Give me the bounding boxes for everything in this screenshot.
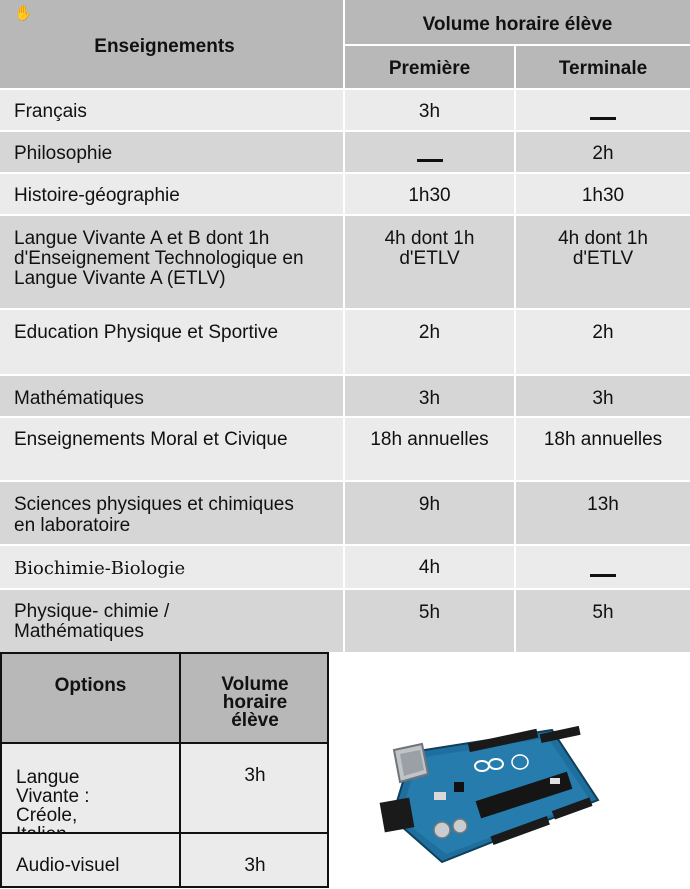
table-row — [0, 174, 690, 214]
row-subject: Langue Vivante A et B dont 1h d'Enseignement Technologique en Langue Vivante A (ETLV) — [14, 228, 304, 289]
table-row — [0, 216, 690, 308]
row-subject: Biochimie-Biologie — [14, 558, 186, 579]
table-row — [0, 310, 690, 374]
row-option: Audio-visuel — [2, 834, 181, 886]
options-table — [0, 652, 329, 888]
table-header — [0, 0, 690, 88]
dash-empty — [516, 90, 690, 130]
header-options: Options — [2, 654, 181, 742]
options-header — [2, 654, 327, 744]
row-premiere: 3h — [418, 101, 441, 122]
header-premiere: Première — [388, 58, 471, 79]
table-row — [0, 90, 690, 130]
row-premiere: 9h — [418, 494, 441, 515]
arduino-board-photo — [372, 722, 602, 870]
table-row — [0, 418, 690, 480]
row-terminale: 18h annuelles — [543, 429, 663, 450]
row-volume: 3h — [244, 855, 266, 876]
header-subjects: Enseignements — [94, 36, 235, 57]
row-premiere: 18h annuelles — [370, 429, 489, 450]
row-subject: Sciences physiques et chimiques en laboratoire — [14, 494, 294, 536]
header-volume: Volume horaire élève — [422, 14, 613, 35]
row-subject: Enseignements Moral et Civique — [14, 429, 288, 450]
row-terminale: 2h — [592, 143, 614, 164]
row-terminale: 4h dont 1h d'ETLV — [558, 228, 648, 269]
table-row — [0, 376, 690, 416]
table-row — [0, 590, 690, 652]
row-terminale: 13h — [587, 494, 619, 515]
row-subject: Philosophie — [14, 143, 113, 164]
table-row — [0, 132, 690, 172]
row-option: Langue Vivante : Créole, — [2, 744, 181, 832]
row-subject: Physique- chimie / Mathématiques — [14, 601, 170, 642]
hand-cursor-icon: ✋ — [14, 5, 33, 22]
row-premiere: 2h — [418, 322, 441, 343]
table-row — [2, 744, 327, 834]
row-premiere: 1h30 — [408, 185, 451, 206]
table-row — [0, 546, 690, 588]
dash-empty — [516, 546, 690, 588]
table-row — [0, 482, 690, 544]
row-premiere: 3h — [418, 388, 441, 409]
header-terminale: Terminale — [558, 58, 648, 79]
row-subject: Education Physique et Sportive — [14, 322, 279, 343]
row-subject: Mathématiques — [14, 388, 144, 409]
row-terminale: 3h — [592, 388, 614, 409]
header-volume: Volume horaire élève — [221, 674, 289, 731]
row-volume: 3h — [244, 765, 266, 786]
row-terminale: 1h30 — [581, 185, 625, 206]
row-premiere: 4h — [418, 557, 441, 578]
table-row — [2, 834, 327, 886]
dash-empty — [345, 132, 514, 172]
row-terminale: 2h — [592, 322, 614, 343]
row-subject: Histoire-géographie — [14, 185, 180, 206]
row-premiere: 5h — [418, 602, 441, 623]
row-subject: Français — [14, 101, 87, 122]
row-premiere: 4h dont 1h d'ETLV — [384, 228, 475, 269]
row-terminale: 5h — [592, 602, 614, 623]
